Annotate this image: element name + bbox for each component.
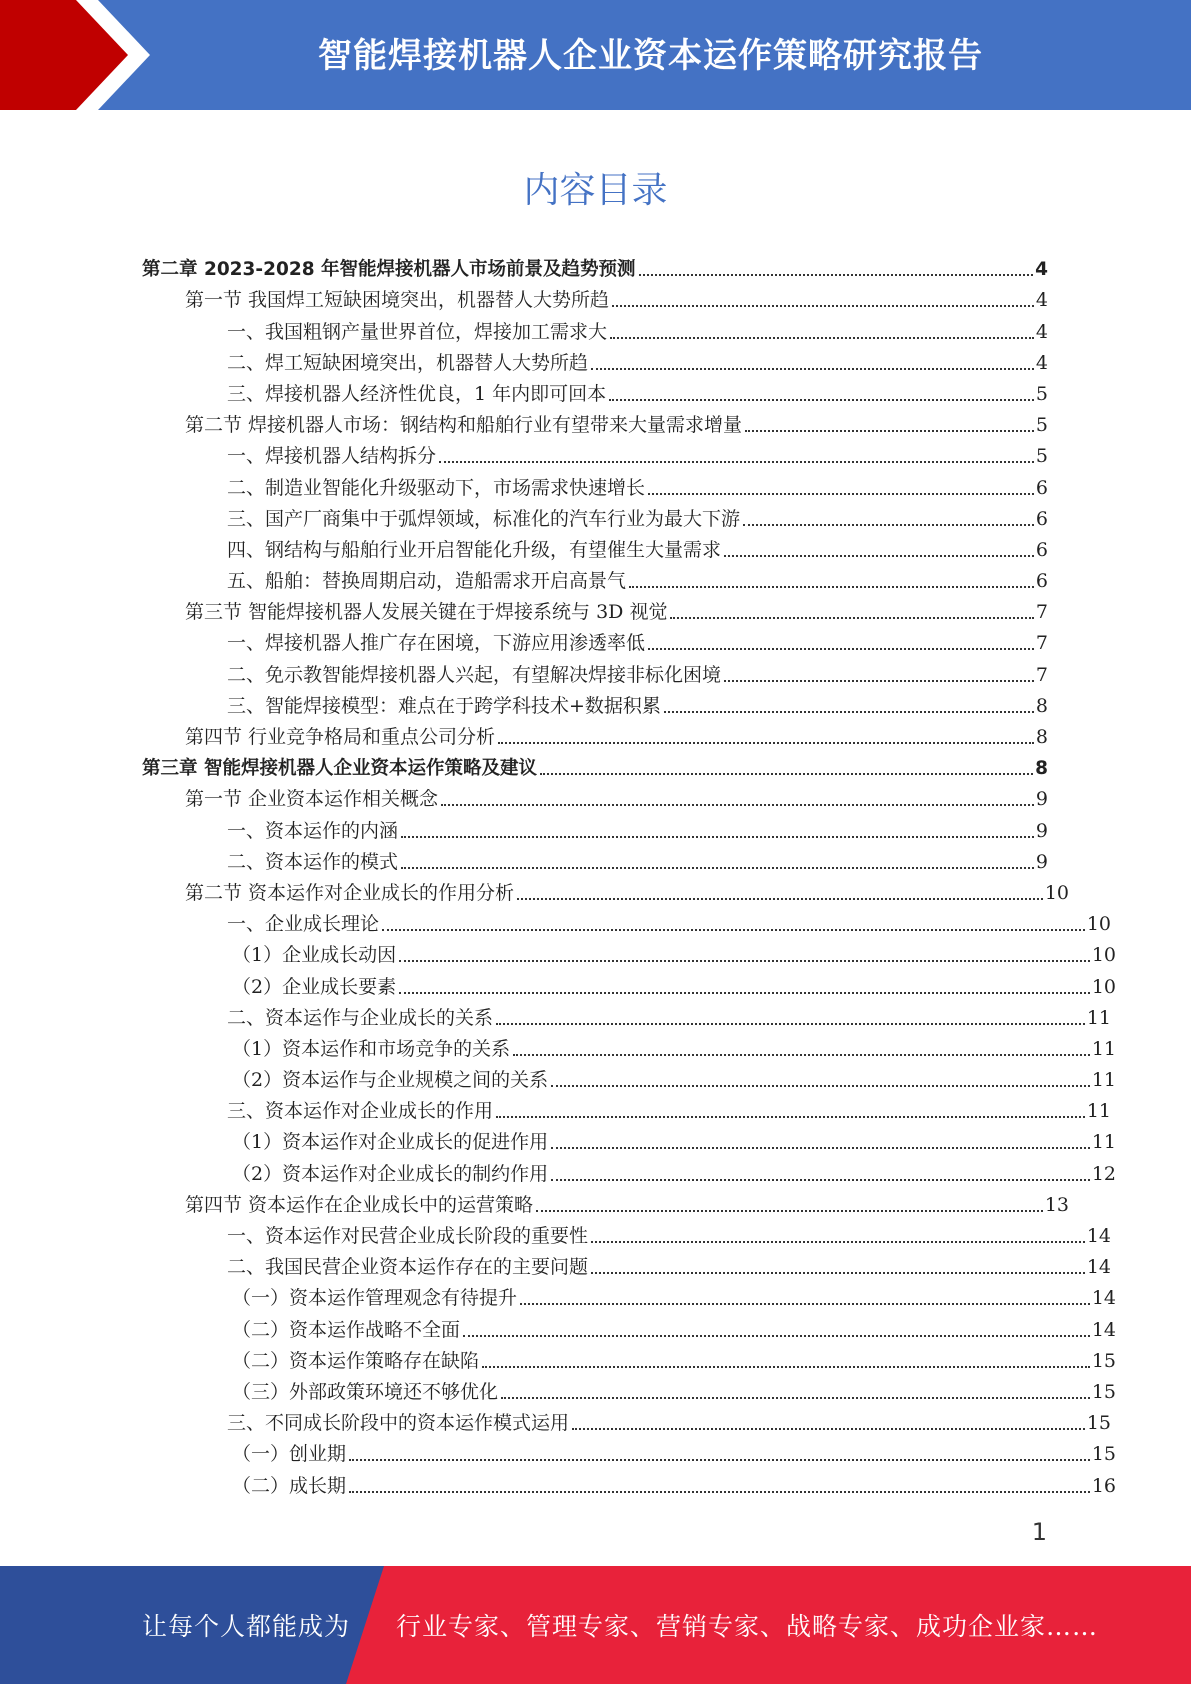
toc-page-number: 14 — [1086, 1225, 1111, 1247]
toc-title: 内容目录 — [523, 170, 668, 211]
toc-page-number: 12 — [1091, 1162, 1116, 1185]
toc-entry-text: 三、资本运作对企业成长的作用 — [227, 1100, 494, 1123]
toc-entry-text: 二、资本运作与企业成长的关系 — [227, 1006, 494, 1029]
toc-subsection-entry[interactable] — [142, 1470, 1116, 1501]
toc-section-entry[interactable] — [142, 597, 1048, 628]
page-header — [0, 0, 1191, 110]
toc-entry-text: 五、船舶：替换周期启动，造船需求开启高景气 — [227, 570, 627, 593]
toc-dot-leader — [551, 1179, 1090, 1181]
toc-page-number: 4 — [1035, 289, 1048, 312]
toc-dot-leader — [482, 1366, 1090, 1368]
toc-entry-text: 一、企业成长理论 — [227, 913, 380, 936]
toc-entry-text: （三）外部政策环境还不够优化 — [232, 1380, 499, 1403]
toc-dot-leader — [612, 305, 1034, 307]
toc-dot-leader — [399, 960, 1090, 962]
page-footer — [0, 1566, 1191, 1684]
toc-dot-leader — [591, 1241, 1085, 1243]
toc-dot-leader — [463, 1335, 1090, 1337]
toc-entry-text: （1）资本运作对企业成长的促进作用 — [232, 1131, 549, 1154]
toc-entry-text: 第四节 资本运作在企业成长中的运营策略 — [185, 1193, 534, 1216]
toc-dot-leader — [724, 555, 1034, 557]
toc-page-number: 9 — [1035, 819, 1048, 842]
toc-entry-text: 二、焊工短缺困境突出，机器替人大势所趋 — [227, 351, 589, 374]
toc-subsection-entry[interactable] — [142, 441, 1048, 472]
toc-page-number: 7 — [1035, 601, 1048, 624]
page-number: 1 — [1031, 1518, 1047, 1546]
toc-entry-text: 第一节 我国焊工短缺困境突出，机器替人大势所趋 — [185, 289, 610, 312]
toc-subsection-entry[interactable] — [142, 316, 1048, 347]
toc-dot-leader — [572, 1428, 1085, 1430]
toc-subsection-entry[interactable] — [142, 535, 1048, 566]
toc-page-number: 4 — [1035, 320, 1048, 343]
toc-page-number: 11 — [1086, 1100, 1111, 1123]
report-title: 智能焊接机器人企业资本运作策略研究报告 — [318, 36, 983, 76]
toc-page-number: 10 — [1091, 944, 1116, 967]
toc-dot-leader — [399, 992, 1090, 994]
toc-dot-leader — [551, 1147, 1090, 1149]
toc-entry-text: 三、不同成长阶段中的资本运作模式运用 — [227, 1412, 570, 1435]
toc-subsection-entry[interactable] — [142, 1408, 1111, 1439]
toc-entry-text: （1）企业成长动因 — [232, 944, 397, 967]
toc-dot-leader — [382, 929, 1085, 931]
toc-dot-leader — [520, 1303, 1090, 1305]
toc-dot-leader — [591, 1272, 1085, 1274]
toc-page-number: 16 — [1091, 1474, 1116, 1497]
toc-dot-leader — [664, 711, 1034, 713]
toc-entry-text: （2）企业成长要素 — [232, 975, 397, 998]
toc-subsection-entry[interactable] — [142, 909, 1111, 940]
toc-chapter-entry[interactable] — [142, 753, 1048, 784]
toc-entry-text: 三、国产厂商集中于弧焊领域，标准化的汽车行业为最大下游 — [227, 507, 741, 530]
toc-page-number: 14 — [1091, 1287, 1116, 1310]
toc-subsection-entry[interactable] — [142, 971, 1116, 1002]
toc-page-number: 11 — [1091, 1037, 1116, 1060]
toc-section-entry[interactable] — [142, 410, 1048, 441]
toc-page-number: 6 — [1035, 507, 1048, 530]
toc-page-number: 14 — [1091, 1318, 1116, 1341]
toc-dot-leader — [501, 1397, 1090, 1399]
toc-dot-leader — [349, 1459, 1090, 1461]
toc-subsection-entry[interactable] — [142, 1314, 1116, 1345]
toc-page-number: 15 — [1086, 1412, 1111, 1435]
toc-entry-text: 第三节 智能焊接机器人发展关键在于焊接系统与 3D 视觉 — [185, 601, 668, 624]
toc-subsection-entry[interactable] — [142, 1065, 1116, 1096]
toc-entry-text: 三、智能焊接模型：难点在于跨学科技术+数据积累 — [227, 694, 661, 717]
toc-entry-text: 一、我国粗钢产量世界首位，焊接加工需求大 — [227, 320, 608, 343]
toc-subsection-entry[interactable] — [142, 1127, 1116, 1158]
toc-subsection-entry[interactable] — [142, 348, 1048, 379]
toc-page-number: 14 — [1086, 1256, 1111, 1279]
toc-section-entry[interactable] — [142, 1190, 1069, 1221]
toc-entry-text: （二）成长期 — [232, 1474, 347, 1497]
toc-subsection-entry[interactable] — [142, 1377, 1116, 1408]
toc-chapter-entry[interactable] — [142, 254, 1048, 285]
toc-entry-text: 第四节 行业竞争格局和重点公司分析 — [185, 726, 496, 748]
toc-dot-leader — [610, 337, 1034, 339]
toc-page-number: 8 — [1035, 694, 1048, 717]
toc-entry-text: 第二章 2023-2028 年智能焊接机器人市场前景及趋势预测 — [142, 259, 636, 281]
toc-dot-leader — [629, 586, 1034, 588]
toc-page-number: 5 — [1035, 445, 1048, 468]
toc-entry-text: 二、制造业智能化升级驱动下，市场需求快速增长 — [227, 476, 646, 499]
table-of-contents — [142, 254, 1116, 1502]
toc-page-number: 6 — [1035, 538, 1048, 561]
toc-dot-leader — [536, 1210, 1043, 1212]
toc-page-number: 9 — [1035, 850, 1048, 873]
toc-page-number: 10 — [1044, 881, 1069, 904]
toc-subsection-entry[interactable] — [142, 1034, 1116, 1065]
toc-subsection-entry[interactable] — [142, 1096, 1111, 1127]
toc-page-number: 6 — [1035, 570, 1048, 593]
toc-page-number: 15 — [1091, 1349, 1116, 1372]
toc-entry-text: 第三章 智能焊接机器人企业资本运作策略及建议 — [142, 758, 537, 780]
toc-dot-leader — [401, 867, 1034, 869]
toc-page-number: 15 — [1091, 1443, 1116, 1466]
toc-entry-text: （一）资本运作管理观念有待提升 — [232, 1287, 518, 1310]
toc-dot-leader — [517, 898, 1043, 900]
toc-page-number: 10 — [1086, 913, 1111, 936]
toc-dot-leader — [496, 1116, 1085, 1118]
toc-dot-leader — [648, 493, 1034, 495]
toc-dot-leader — [639, 274, 1034, 276]
toc-entry-text: 一、资本运作对民营企业成长阶段的重要性 — [227, 1225, 589, 1247]
toc-subsection-entry[interactable] — [142, 628, 1048, 659]
toc-entry-text: 三、焊接机器人经济性优良，1 年内即可回本 — [227, 382, 607, 405]
toc-dot-leader — [349, 1491, 1090, 1493]
toc-entry-text: 一、资本运作的内涵 — [227, 819, 399, 842]
footer-slogan-right: 行业专家、管理专家、营销专家、战略专家、成功企业家…… — [396, 1612, 1099, 1641]
toc-dot-leader — [441, 804, 1034, 806]
toc-entry-text: 二、资本运作的模式 — [227, 850, 399, 873]
toc-subsection-entry[interactable] — [142, 1252, 1111, 1283]
toc-dot-leader — [745, 430, 1034, 432]
footer-slogan-left: 让每个人都能成为 — [142, 1612, 351, 1641]
toc-entry-text: 一、焊接机器人推广存在困境，下游应用渗透率低 — [227, 632, 646, 655]
toc-entry-text: 四、钢结构与船舶行业开启智能化升级，有望催生大量需求 — [227, 538, 722, 561]
toc-dot-leader — [648, 648, 1034, 650]
toc-section-entry[interactable] — [142, 722, 1048, 753]
toc-entry-text: （2）资本运作对企业成长的制约作用 — [232, 1162, 549, 1185]
toc-subsection-entry[interactable] — [142, 379, 1048, 410]
toc-subsection-entry[interactable] — [142, 472, 1048, 503]
toc-dot-leader — [540, 773, 1033, 775]
toc-subsection-entry[interactable] — [142, 691, 1048, 722]
toc-dot-leader — [439, 461, 1034, 463]
toc-subsection-entry[interactable] — [142, 1003, 1111, 1034]
toc-page-number: 6 — [1035, 476, 1048, 499]
toc-entry-text: 二、我国民营企业资本运作存在的主要问题 — [227, 1256, 589, 1279]
toc-page-number: 4 — [1035, 351, 1048, 374]
toc-dot-leader — [609, 399, 1034, 401]
toc-entry-text: 第二节 焊接机器人市场：钢结构和船舶行业有望带来大量需求增量 — [185, 414, 743, 437]
toc-dot-leader — [551, 1085, 1090, 1087]
toc-entry-text: 一、焊接机器人结构拆分 — [227, 445, 437, 468]
toc-subsection-entry[interactable] — [142, 566, 1048, 597]
toc-page-number: 13 — [1044, 1193, 1069, 1216]
toc-page-number: 11 — [1091, 1069, 1116, 1092]
toc-subsection-entry[interactable] — [142, 1221, 1111, 1252]
toc-page-number: 5 — [1035, 382, 1048, 405]
toc-dot-leader — [743, 524, 1034, 526]
toc-dot-leader — [401, 836, 1034, 838]
toc-section-entry[interactable] — [142, 784, 1048, 815]
toc-subsection-entry[interactable] — [142, 1439, 1116, 1470]
toc-page-number: 7 — [1035, 632, 1048, 655]
toc-subsection-entry[interactable] — [142, 1158, 1116, 1189]
toc-section-entry[interactable] — [142, 285, 1048, 316]
toc-entry-text: 第一节 企业资本运作相关概念 — [185, 788, 439, 811]
toc-page-number: 9 — [1035, 788, 1048, 811]
toc-entry-text: （二）资本运作策略存在缺陷 — [232, 1349, 480, 1372]
toc-subsection-entry[interactable] — [142, 815, 1048, 846]
toc-page-number: 11 — [1091, 1131, 1116, 1154]
toc-page-number: 5 — [1035, 414, 1048, 437]
toc-dot-leader — [724, 680, 1034, 682]
toc-subsection-entry[interactable] — [142, 1283, 1116, 1314]
toc-subsection-entry[interactable] — [142, 504, 1048, 535]
toc-page-number: 8 — [1035, 726, 1048, 748]
toc-page-number: 8 — [1035, 758, 1048, 780]
toc-subsection-entry[interactable] — [142, 1346, 1116, 1377]
toc-subsection-entry[interactable] — [142, 940, 1116, 971]
toc-entry-text: （一）创业期 — [232, 1443, 347, 1466]
toc-page-number: 4 — [1035, 259, 1048, 281]
toc-entry-text: （1）资本运作和市场竞争的关系 — [232, 1037, 511, 1060]
toc-dot-leader — [670, 617, 1033, 619]
toc-page-number: 10 — [1091, 975, 1116, 998]
toc-page-number: 7 — [1035, 663, 1048, 686]
toc-entry-text: 第二节 资本运作对企业成长的作用分析 — [185, 881, 515, 904]
toc-entry-text: （2）资本运作与企业规模之间的关系 — [232, 1069, 549, 1092]
toc-subsection-entry[interactable] — [142, 847, 1048, 878]
toc-entry-text: 二、免示教智能焊接机器人兴起，有望解决焊接非标化困境 — [227, 663, 722, 686]
toc-dot-leader — [498, 742, 1034, 744]
toc-dot-leader — [513, 1054, 1090, 1056]
toc-page-number: 11 — [1086, 1006, 1111, 1029]
toc-page-number: 15 — [1091, 1380, 1116, 1403]
toc-dot-leader — [496, 1023, 1085, 1025]
toc-subsection-entry[interactable] — [142, 659, 1048, 690]
toc-entry-text: （二）资本运作战略不全面 — [232, 1318, 461, 1341]
toc-dot-leader — [591, 368, 1034, 370]
toc-section-entry[interactable] — [142, 878, 1069, 909]
